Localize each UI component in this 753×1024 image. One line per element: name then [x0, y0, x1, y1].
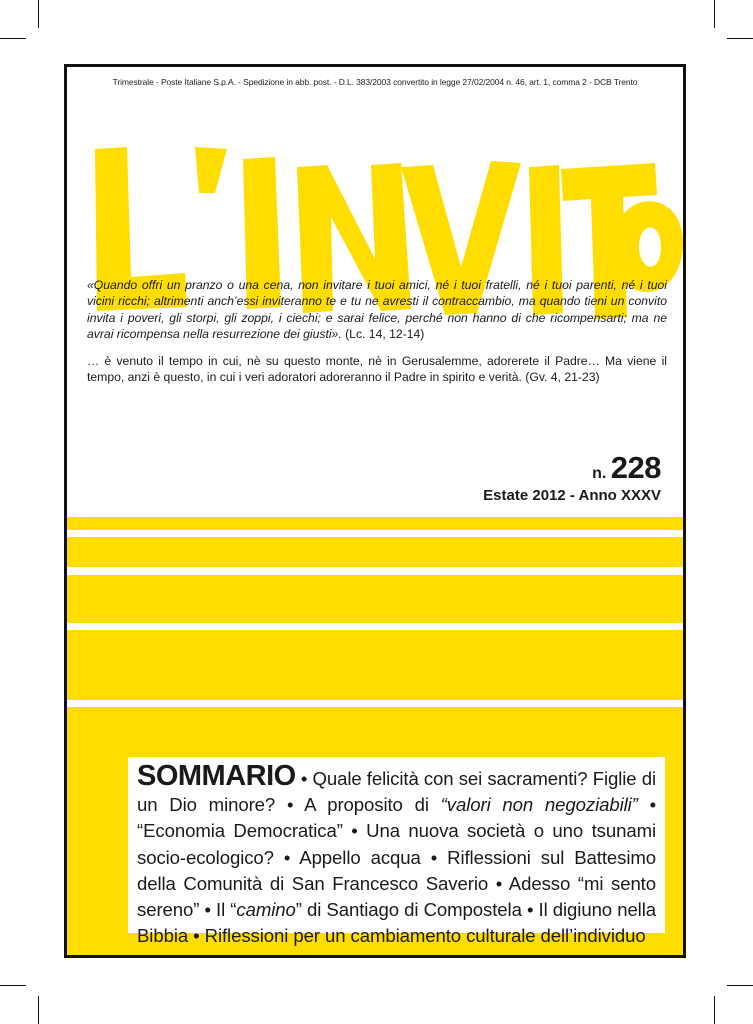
issue-number: [592, 450, 661, 486]
sommario-text-3: ” di Santiago di Compostela • Il digiuno nella Bibbia • Riflessioni per un cambiamento culturale dell’individuo: [137, 899, 656, 947]
crop-mark-top-left-v: [38, 0, 39, 28]
crop-mark-bottom-left-v: [38, 996, 39, 1024]
stripe-1: [67, 517, 683, 530]
postal-notice: Trimestrale - Poste Italiane S.p.A. - Spedizione in abb. post. - D.L. 383/2003 convertito in legge 27/02/2004 n. 46, art. 1, comma 2 - DCB Trento: [112, 77, 638, 87]
sommario-box: [128, 757, 665, 947]
stripe-3: [67, 575, 683, 623]
sommario-italic-2: camino: [236, 899, 296, 921]
issue-number-value: 228: [610, 450, 661, 485]
crop-mark-top-left-h: [0, 38, 26, 39]
quote-luke-text: «Quando offri un pranzo o una cena, non invitare i tuoi amici, né i tuoi fratelli, né i tuoi parenti, né i tuoi vicini ricchi; altrimenti anch’essi inviteranno te e tu ne avresti il contraccambio, ma quando tieni un convito invita i poveri, gli storpi, gli zoppi, i ciechi; e sarai felice, perché non hanno di che ricompensarti; ma ne avrai ricompensa nella resurrezione dei giusti».: [87, 278, 667, 342]
crop-mark-bottom-right-v: [714, 996, 715, 1024]
issue-number-label: n.: [592, 465, 607, 482]
issue-season: Estate 2012 - Anno XXXV: [483, 487, 661, 504]
crop-mark-top-right-v: [714, 0, 715, 28]
stripe-2: [67, 537, 683, 567]
cover-frame: [64, 64, 686, 958]
crop-mark-bottom-left-h: [0, 985, 26, 986]
sommario-title: SOMMARIO: [137, 760, 296, 792]
sommario-italic-1: “valori non negoziabili”: [440, 794, 638, 816]
sommario-text-1: • Quale felicità con sei sacramenti? Figlie di un Dio minore? • A proposito di: [137, 768, 656, 816]
quote-john: … è venuto il tempo in cui, nè su questo monte, nè in Gerusalemme, adorerete il Padre… Ma viene il tempo, anzi è questo, in cui i veri adoratori adoreranno il Padre in spirito e verità. (Gv. 4, 21-23): [87, 354, 667, 385]
crop-mark-top-right-h: [727, 38, 753, 39]
quote-luke-ref: (Lc. 14, 12-14): [341, 327, 425, 342]
sommario-text-2: • “Economia Democratica” • Una nuova società o uno tsunami socio-ecologico? • Appello acqua • Riflessioni sul Battesimo della Comunità di San Francesco Saverio • Adesso “mi sento sereno” • Il “: [137, 794, 656, 921]
quote-luke: [87, 277, 667, 343]
stripe-4: [67, 630, 683, 700]
crop-mark-bottom-right-h: [727, 985, 753, 986]
